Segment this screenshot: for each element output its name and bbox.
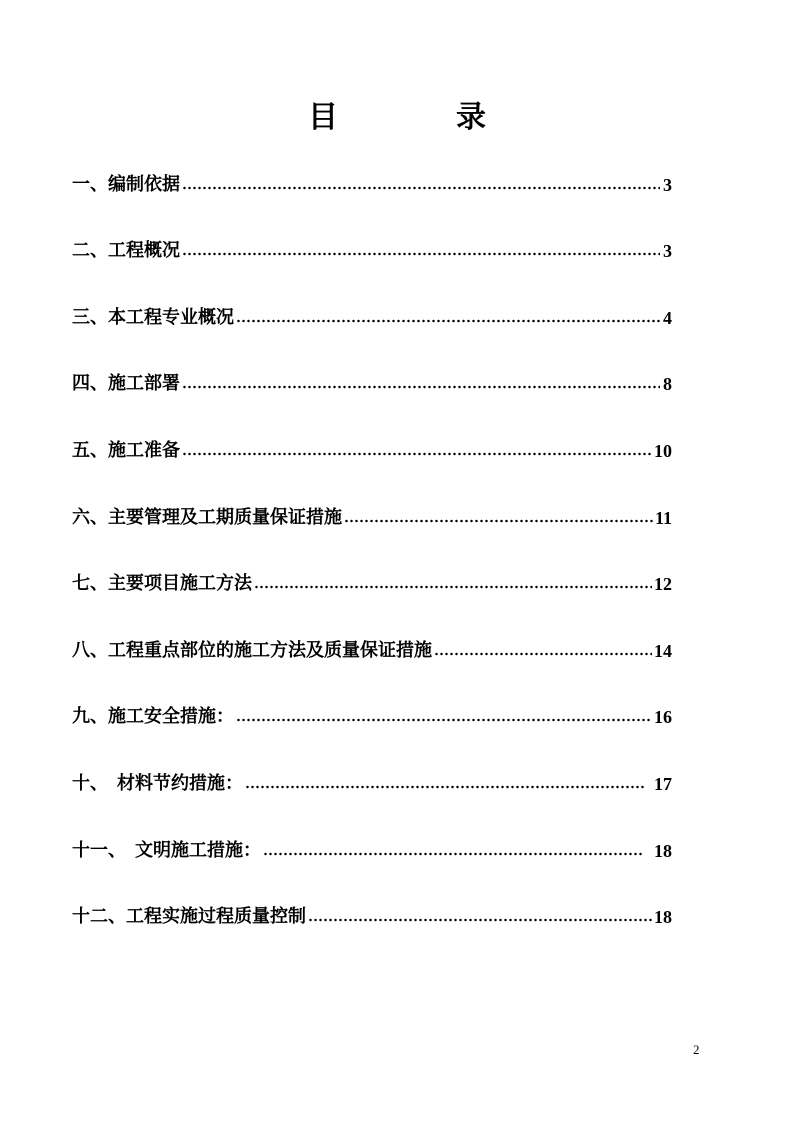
toc-leader-dots [182,186,660,190]
toc-entry-page: 11 [654,508,672,528]
toc-entry[interactable] [72,168,672,202]
toc-leader-dots [308,918,652,922]
toc-entry-page: 16 [654,707,672,727]
toc-entry-label: 九、施工安全措施： [72,706,234,727]
toc-leader-dots [236,718,652,722]
toc-leader-dots [344,519,653,523]
toc-entry[interactable] [72,501,672,535]
toc-entry-label: 三、本工程专业概况 [72,307,234,328]
toc-entry-label: 八、工程重点部位的施工方法及质量保证措施 [72,640,432,661]
toc-leader-dots [236,319,660,323]
toc-entry-label: 二、工程概况 [72,240,180,261]
toc-entry-label: 六、主要管理及工期质量保证措施 [72,507,342,528]
toc-entry-page: 12 [654,574,672,594]
toc-entry[interactable] [72,900,672,934]
toc-entry[interactable] [72,834,672,868]
toc-entry[interactable] [72,634,672,668]
toc-entry-label: 十二、工程实施过程质量控制 [72,906,306,927]
toc-leader-dots [245,785,644,789]
toc-entry[interactable] [72,567,672,601]
toc-entry-label: 十、 材料节约措施： [72,773,243,794]
toc-entry[interactable] [72,301,672,335]
toc-entry-label: 七、主要项目施工方法 [72,573,252,594]
toc-entry-label: 四、施工部署 [72,373,180,394]
toc-leader-dots [254,585,652,589]
page-number: 2 [693,1042,700,1057]
toc-leader-dots [263,852,644,856]
toc-entry-label: 十一、 文明施工措施： [72,840,261,861]
toc-leader-dots [182,385,660,389]
toc-entry-page: 8 [663,374,672,394]
toc-leader-dots [182,252,660,256]
toc-entry-page: 18 [654,907,672,927]
toc-entry-page: 4 [663,308,672,328]
toc-entry-label: 一、编制依据 [72,174,180,195]
toc-leader-dots [434,652,652,656]
toc-entry-page: 17 [654,774,672,794]
toc-entry-page: 3 [663,175,672,195]
toc-entry-page: 3 [663,241,672,261]
toc-entry[interactable] [72,367,672,401]
toc-entry-label: 五、施工准备 [72,440,180,461]
toc-entry[interactable] [72,767,672,801]
toc-entry-page: 14 [654,641,672,661]
page-title: 目 录 [308,100,530,135]
toc-entry[interactable] [72,700,672,734]
toc-leader-dots [182,452,652,456]
toc-entry-page: 18 [654,841,672,861]
toc-entry-page: 10 [654,441,672,461]
toc-entry[interactable] [72,234,672,268]
toc-entry[interactable] [72,434,672,468]
